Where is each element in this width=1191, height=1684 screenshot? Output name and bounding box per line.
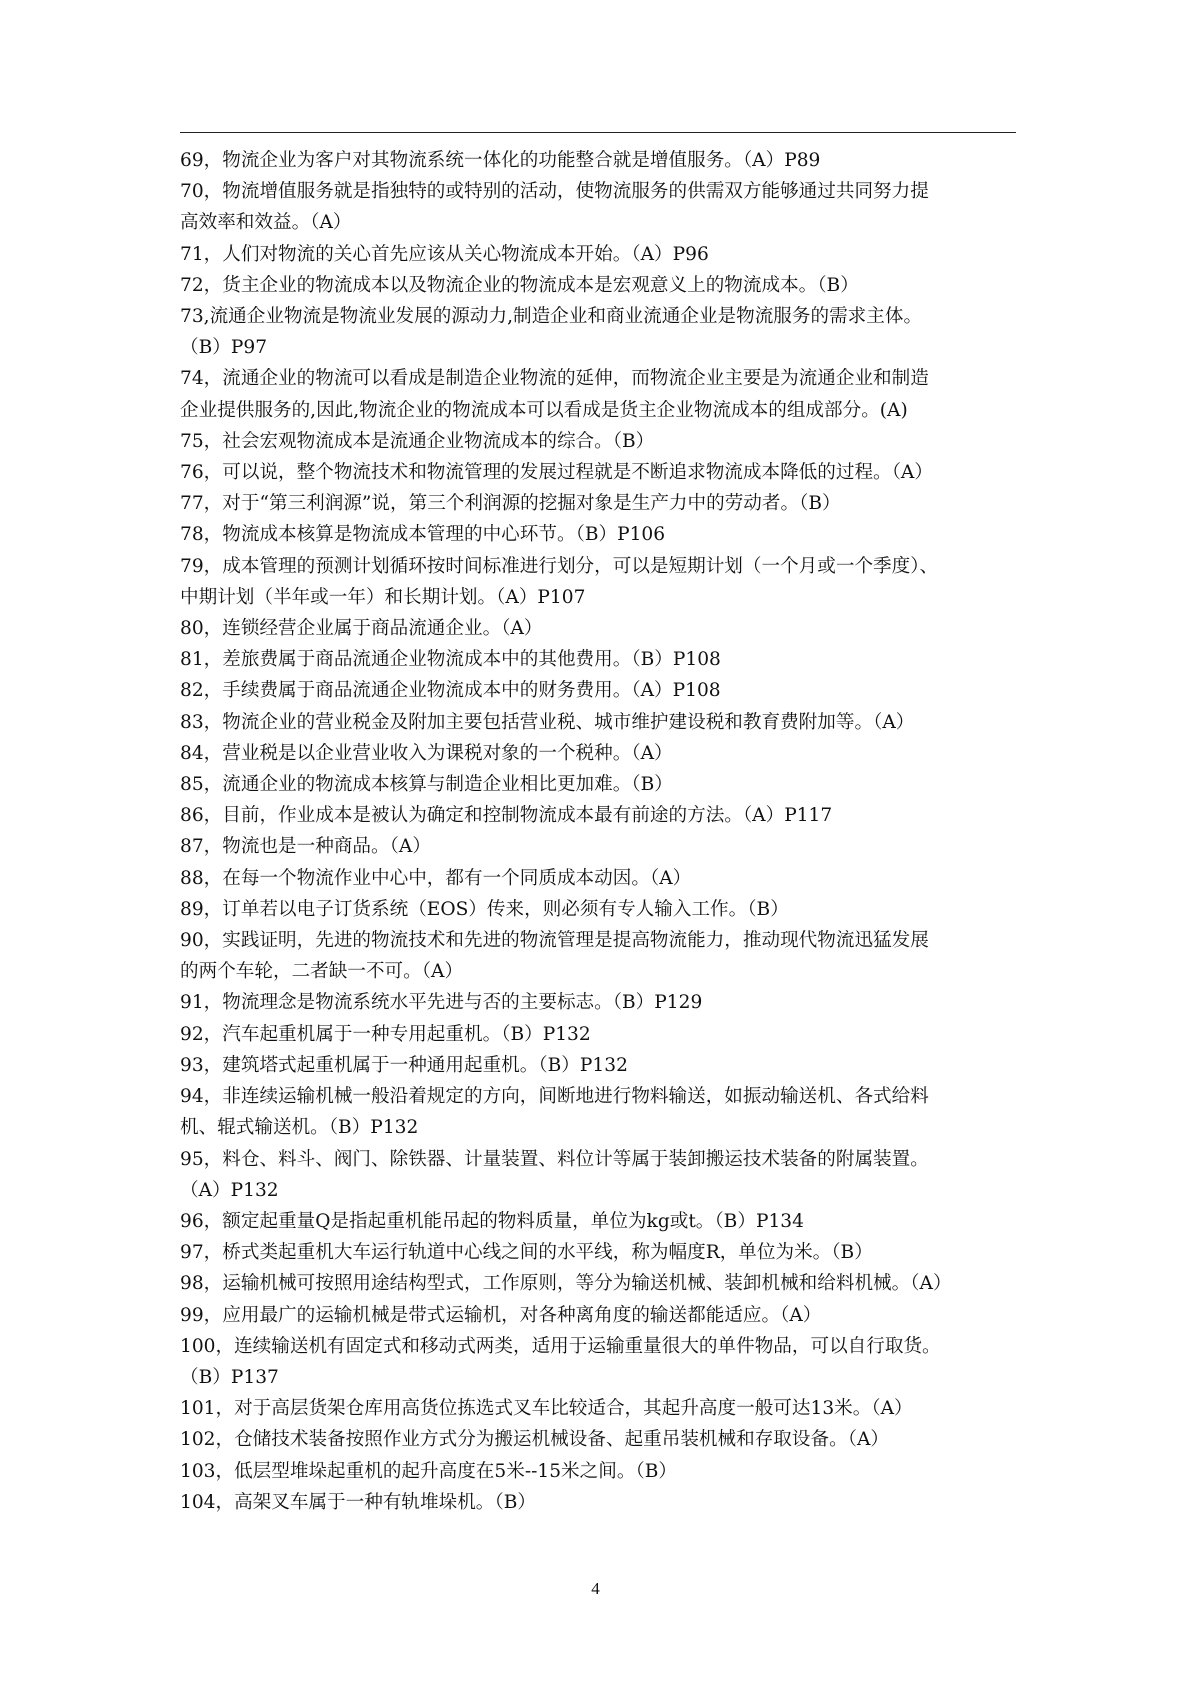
text-line: 79，成本管理的预测计划循环按时间标准进行划分，可以是短期计划（一个月或一个季度）、 — [180, 555, 939, 577]
text-line: 75，社会宏观物流成本是流通企业物流成本的综合。（B） — [180, 430, 655, 452]
text-line: 72，货主企业的物流成本以及物流企业的物流成本是宏观意义上的物流成本。（B） — [180, 274, 859, 296]
text-line: （B）P137 — [180, 1366, 279, 1388]
text-line: 78，物流成本核算是物流成本管理的中心环节。（B）P106 — [180, 524, 666, 546]
text-line: 80，连锁经营企业属于商品流通企业。（A） — [180, 618, 543, 640]
text-line: 101，对于高层货架仓库用高货位拣选式叉车比较适合，其起升高度一般可达13米。（A） — [180, 1398, 913, 1420]
text-line: 74，流通企业的物流可以看成是制造企业物流的延伸，而物流企业主要是为流通企业和制造 — [180, 368, 929, 390]
text-line: 88，在每一个物流作业中心中，都有一个同质成本动因。（A） — [180, 867, 692, 889]
text-line: 92，汽车起重机属于一种专用起重机。（B）P132 — [180, 1023, 591, 1045]
text-line: 99，应用最广的运输机械是带式运输机，对各种离角度的输送都能适应。（A） — [180, 1304, 822, 1326]
text-line: 95，料仓、料斗、阀门、除铁器、计量装置、料位计等属于装卸搬运技术装备的附属装置。 — [180, 1148, 929, 1170]
text-line: 87，物流也是一种商品。（A） — [180, 836, 431, 858]
text-line: 86，目前，作业成本是被认为确定和控制物流成本最有前途的方法。（A）P117 — [180, 805, 833, 827]
page-number: 4 — [591, 1579, 600, 1598]
text-line: 97，桥式类起重机大车运行轨道中心线之间的水平线，称为幅度R，单位为米。（B） — [180, 1242, 873, 1264]
text-line: 89，订单若以电子订货系统（EOS）传来，则必须有专人输入工作。（B） — [180, 898, 789, 920]
text-line: 77，对于“第三利润源”说，第三个利润源的挖掘对象是生产力中的劳动者。（B） — [180, 493, 841, 515]
text-line: 机、辊式输送机。（B）P132 — [180, 1117, 419, 1139]
text-line: 企业提供服务的,因此,物流企业的物流成本可以看成是货主企业物流成本的组成部分。(A) — [180, 399, 908, 421]
page-content — [180, 145, 1016, 1518]
text-line: 103，低层型堆垛起重机的起升高度在5米--15米之间。（B） — [180, 1460, 677, 1482]
text-line: 93，建筑塔式起重机属于一种通用起重机。（B）P132 — [180, 1054, 628, 1076]
text-line: 71，人们对物流的关心首先应该从关心物流成本开始。（A）P96 — [180, 243, 709, 265]
text-line: 73,流通企业物流是物流业发展的源动力,制造企业和商业流通企业是物流服务的需求主体。 — [180, 306, 923, 328]
text-line: 104，高架叉车属于一种有轨堆垛机。（B） — [180, 1491, 536, 1513]
text-line: 94，非连续运输机械一般沿着规定的方向，间断地进行物料输送，如振动输送机、各式给料 — [180, 1086, 929, 1108]
text-line: 96，额定起重量Q是指起重机能吊起的物料质量，单位为kg或t。（B）P134 — [180, 1210, 804, 1232]
text-line: 81，差旅费属于商品流通企业物流成本中的其他费用。（B）P108 — [180, 649, 721, 671]
text-line: 98，运输机械可按照用途结构型式，工作原则，等分为输送机械、装卸机械和给料机械。（A） — [180, 1273, 952, 1295]
text-line: 102，仓储技术装备按照作业方式分为搬运机械设备、起重吊装机械和存取设备。（A） — [180, 1429, 889, 1451]
text-line: 90，实践证明，先进的物流技术和先进的物流管理是提高物流能力，推动现代物流迅猛发展 — [180, 930, 929, 952]
text-line: 83，物流企业的营业税金及附加主要包括营业税、城市维护建设税和教育费附加等。（A） — [180, 711, 915, 733]
text-line: 的两个车轮，二者缺一不可。（A） — [180, 961, 464, 983]
text-line: 高效率和效益。（A） — [180, 212, 352, 234]
text-line: （B）P97 — [180, 337, 268, 359]
text-line: 85，流通企业的物流成本核算与制造企业相比更加难。（B） — [180, 774, 673, 796]
text-line: 91，物流理念是物流系统水平先进与否的主要标志。（B）P129 — [180, 992, 703, 1014]
text-line: 82，手续费属于商品流通企业物流成本中的财务费用。（A）P108 — [180, 680, 721, 702]
text-line: 76，可以说，整个物流技术和物流管理的发展过程就是不断追求物流成本降低的过程。（A） — [180, 462, 933, 484]
text-line: 84，营业税是以企业营业收入为课税对象的一个税种。（A） — [180, 742, 673, 764]
text-line: （A）P132 — [180, 1179, 279, 1201]
header-rule — [180, 132, 1016, 133]
text-line: 69，物流企业为客户对其物流系统一体化的功能整合就是增值服务。（A）P89 — [180, 150, 821, 171]
text-line: 中期计划（半年或一年）和长期计划。（A）P107 — [180, 586, 586, 608]
text-line: 70，物流增值服务就是指独特的或特别的活动，使物流服务的供需双方能够通过共同努力提 — [180, 181, 929, 203]
text-line: 100，连续输送机有固定式和移动式两类，适用于运输重量很大的单件物品，可以自行取货。 — [180, 1335, 941, 1357]
